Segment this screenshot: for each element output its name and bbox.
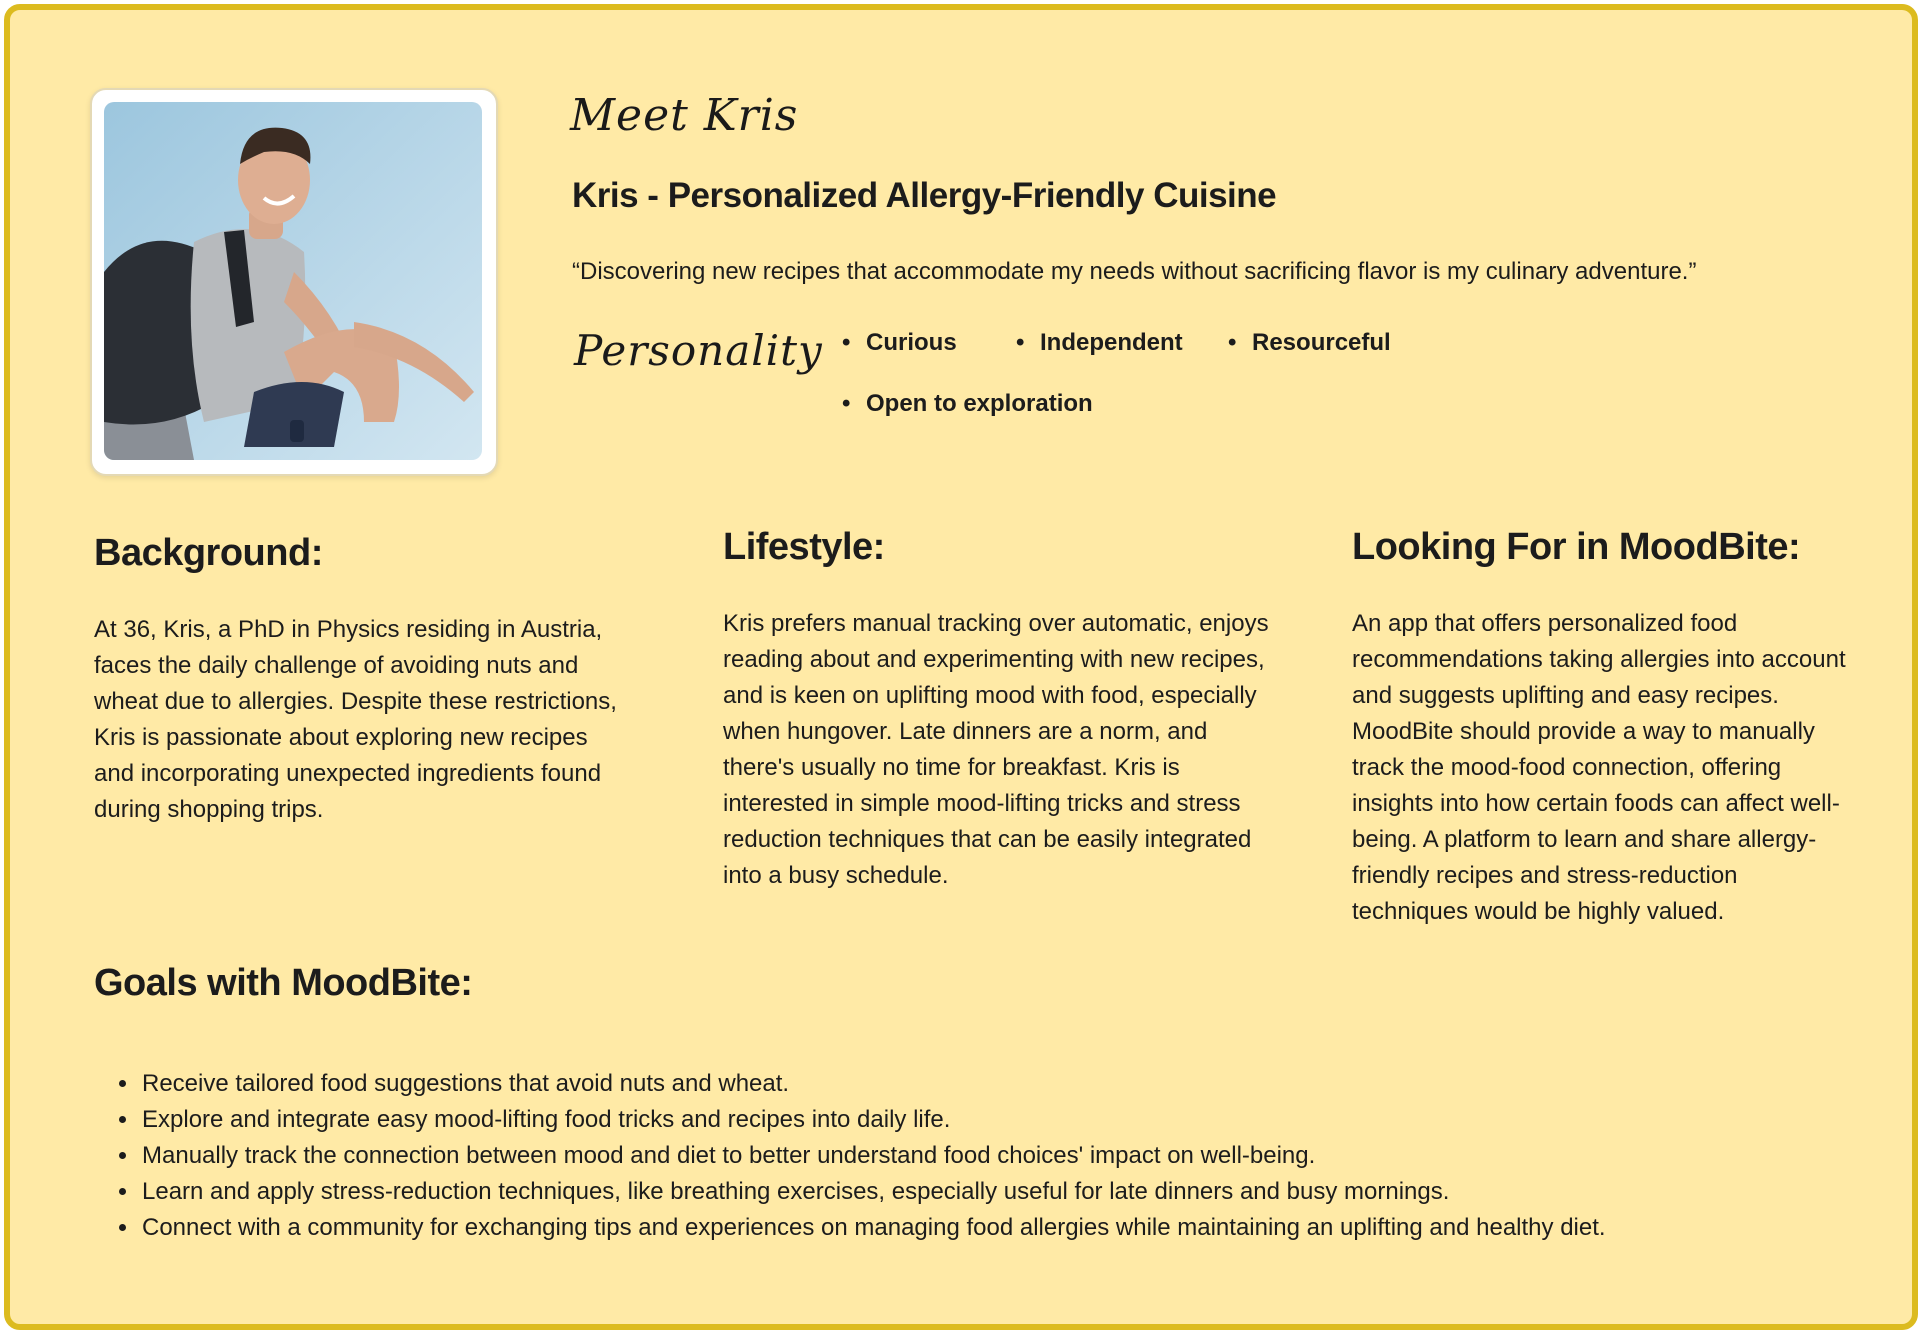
goal-item: • Manually track the connection between mood and diet to better understand food choices' impact on well-being. (140, 1138, 1840, 1174)
goals-heading: Goals with MoodBite: (94, 962, 473, 1004)
personality-trait: • Curious (842, 329, 957, 357)
background-text: At 36, Kris, a PhD in Physics residing in Austria, faces the daily challenge of avoiding nuts and wheat due to allergies. Despite these restrictions, Kris is passionate about exploring new recipes and incorporating unexpected ingredients found during shopping trips. (94, 616, 617, 823)
persona-photo (104, 102, 482, 460)
persona-quote: “Discovering new recipes that accommodate my needs without sacrificing flavor is my culinary adventure.” (572, 258, 1697, 285)
looking-for-text: An app that offers personalized food recommendations taking allergies into account and suggests uplifting and easy recipes. MoodBite should provide a way to manually track the mood-food connection, offering insights into how certain foods can affect well-being. A platform to learn and share allergy-friendly recipes and stress-reduction techniques would be highly valued. (1352, 610, 1846, 925)
lifestyle-heading: Lifestyle: (723, 526, 885, 568)
meet-label: Meet Kris (570, 90, 799, 141)
lifestyle-text: Kris prefers manual tracking over automatic, enjoys reading about and experimenting with new recipes, and is keen on uplifting mood with food, especially when hungover. Late dinners are a norm, and there's usually no time for breakfast. Kris is interested in simple mood-lifting tricks and stress reduction techniques that can be easily integrated into a busy schedule. (723, 610, 1269, 889)
goal-item: • Receive tailored food suggestions that avoid nuts and wheat. (140, 1066, 1840, 1102)
personality-trait: • Open to exploration (842, 390, 1093, 418)
persona-card (4, 4, 1918, 1330)
persona-title: Kris - Personalized Allergy-Friendly Cuisine (572, 176, 1277, 215)
persona-photo-frame (90, 88, 498, 476)
background-heading: Background: (94, 532, 323, 574)
goal-item: • Learn and apply stress-reduction techniques, like breathing exercises, especially useful for late dinners and busy mornings. (140, 1174, 1840, 1210)
personality-label: Personality (574, 326, 823, 375)
looking-for-heading: Looking For in MoodBite: (1352, 526, 1801, 568)
personality-trait: • Resourceful (1228, 329, 1391, 357)
goal-item: • Explore and integrate easy mood-lifting food tricks and recipes into daily life. (140, 1102, 1840, 1138)
goals-list (106, 1066, 1840, 1246)
personality-trait: • Independent (1016, 329, 1183, 357)
goal-item: • Connect with a community for exchanging tips and experiences on managing food allergies while maintaining an uplifting and healthy diet. (140, 1210, 1840, 1246)
